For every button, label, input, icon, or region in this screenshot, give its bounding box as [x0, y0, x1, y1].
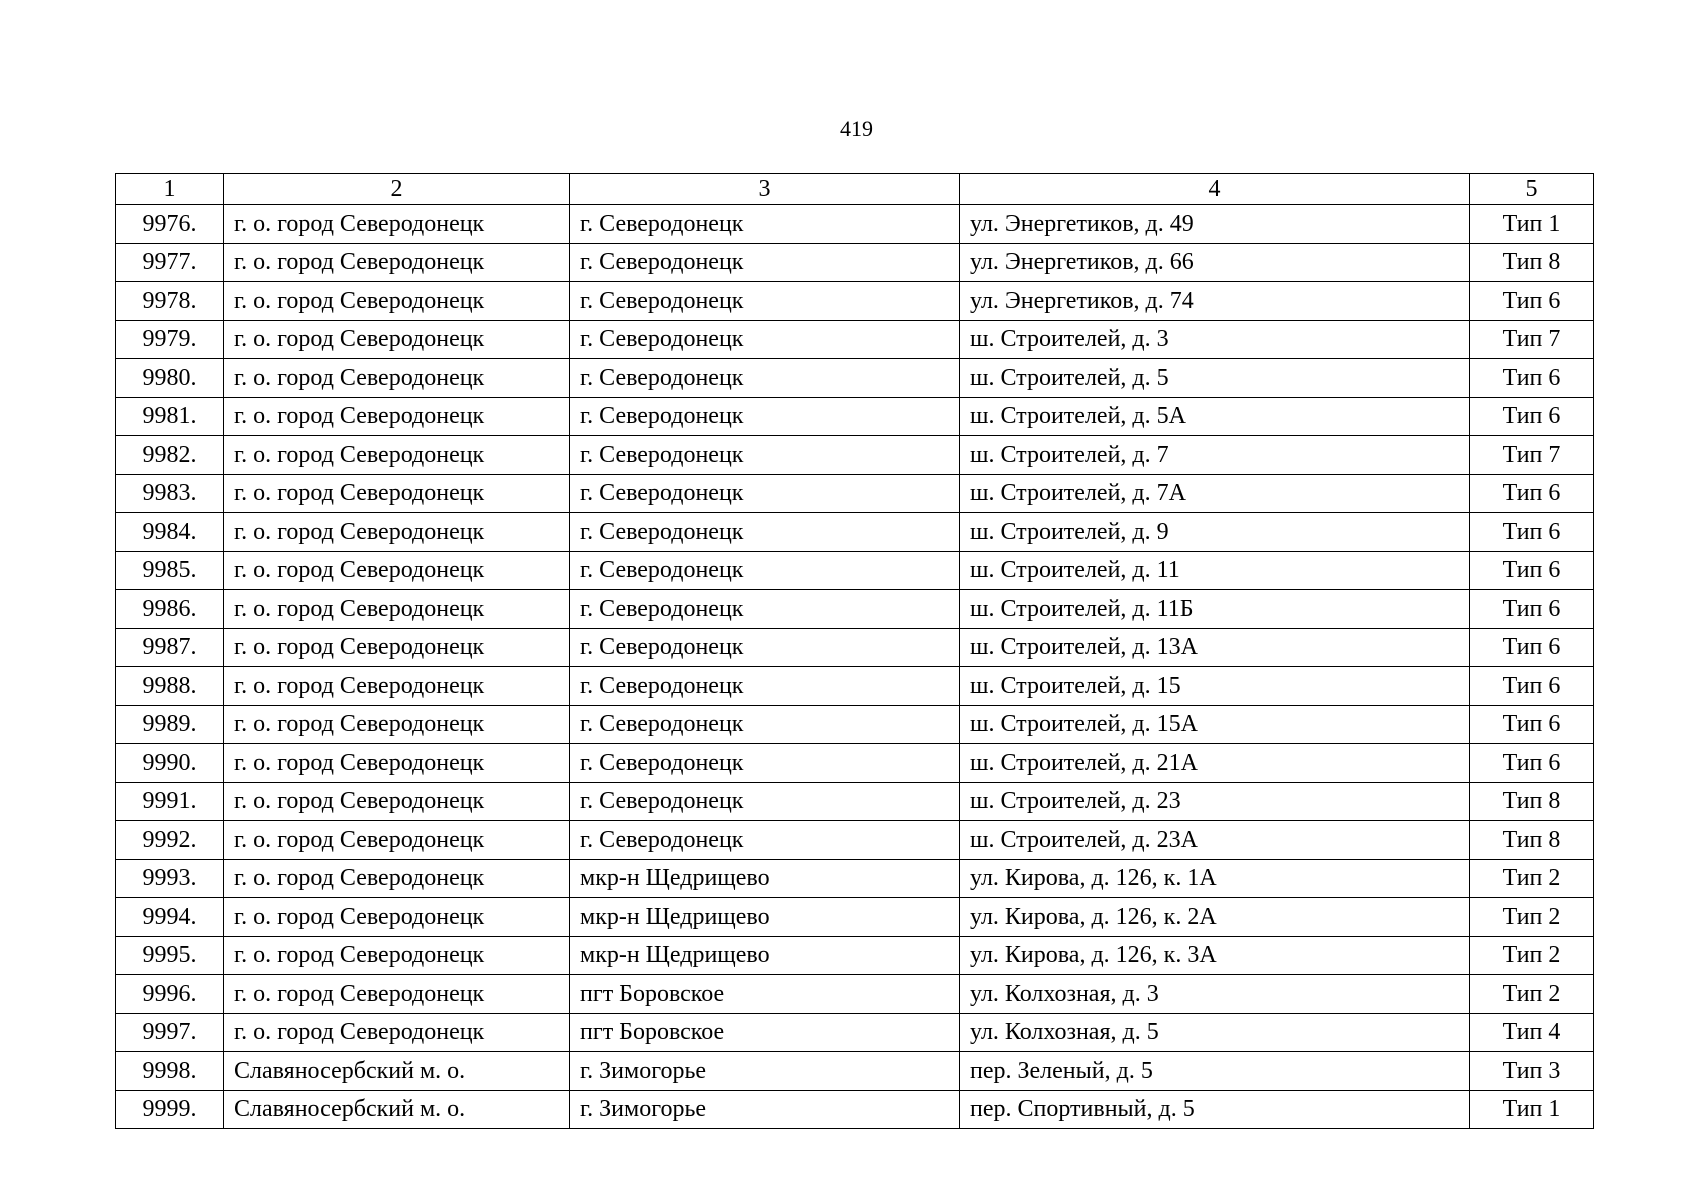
table-row [116, 320, 1594, 359]
table-row [116, 590, 1594, 629]
building-type-cell: Тип 8 [1470, 821, 1594, 860]
building-type-cell: Тип 6 [1470, 744, 1594, 783]
address-cell: пер. Спортивный, д. 5 [960, 1090, 1470, 1129]
locality-cell: г. Северодонецк [570, 705, 960, 744]
address-cell: ш. Строителей, д. 9 [960, 513, 1470, 552]
municipality-cell: г. о. город Северодонецк [224, 628, 570, 667]
row-number-cell: 9977. [116, 243, 224, 282]
table-row [116, 975, 1594, 1014]
building-type-cell: Тип 6 [1470, 551, 1594, 590]
row-number-cell: 9981. [116, 397, 224, 436]
municipality-cell: г. о. город Северодонецк [224, 397, 570, 436]
building-type-cell: Тип 2 [1470, 859, 1594, 898]
row-number-cell: 9986. [116, 590, 224, 629]
municipality-cell: г. о. город Северодонецк [224, 821, 570, 860]
header-cell-5: 5 [1470, 174, 1594, 205]
building-type-cell: Тип 6 [1470, 628, 1594, 667]
row-number-cell: 9983. [116, 474, 224, 513]
building-type-cell: Тип 1 [1470, 205, 1594, 244]
table-header [116, 174, 1594, 205]
address-cell: ш. Строителей, д. 23А [960, 821, 1470, 860]
table-row [116, 397, 1594, 436]
row-number-cell: 9997. [116, 1013, 224, 1052]
locality-cell: пгт Боровское [570, 975, 960, 1014]
municipality-cell: Славяносербский м. о. [224, 1090, 570, 1129]
table-row [116, 628, 1594, 667]
municipality-cell: г. о. город Северодонецк [224, 359, 570, 398]
row-number-cell: 9980. [116, 359, 224, 398]
building-type-cell: Тип 6 [1470, 474, 1594, 513]
address-cell: ул. Кирова, д. 126, к. 3А [960, 936, 1470, 975]
address-cell: ш. Строителей, д. 5 [960, 359, 1470, 398]
table-row [116, 1013, 1594, 1052]
address-cell: ул. Энергетиков, д. 66 [960, 243, 1470, 282]
table-row [116, 782, 1594, 821]
row-number-cell: 9992. [116, 821, 224, 860]
table-body [116, 205, 1594, 1129]
row-number-cell: 9976. [116, 205, 224, 244]
locality-cell: г. Северодонецк [570, 320, 960, 359]
row-number-cell: 9982. [116, 436, 224, 475]
locality-cell: г. Северодонецк [570, 590, 960, 629]
row-number-cell: 9985. [116, 551, 224, 590]
table-row [116, 898, 1594, 937]
header-cell-4: 4 [960, 174, 1470, 205]
row-number-cell: 9999. [116, 1090, 224, 1129]
municipality-cell: г. о. город Северодонецк [224, 282, 570, 321]
municipality-cell: г. о. город Северодонецк [224, 1013, 570, 1052]
table-row [116, 436, 1594, 475]
building-type-cell: Тип 3 [1470, 1052, 1594, 1091]
table-row [116, 1090, 1594, 1129]
municipality-cell: г. о. город Северодонецк [224, 320, 570, 359]
row-number-cell: 9995. [116, 936, 224, 975]
building-type-cell: Тип 7 [1470, 436, 1594, 475]
locality-cell: мкр-н Щедрищево [570, 936, 960, 975]
row-number-cell: 9979. [116, 320, 224, 359]
row-number-cell: 9993. [116, 859, 224, 898]
municipality-cell: г. о. город Северодонецк [224, 243, 570, 282]
locality-cell: г. Северодонецк [570, 397, 960, 436]
address-cell: ш. Строителей, д. 23 [960, 782, 1470, 821]
building-type-cell: Тип 7 [1470, 320, 1594, 359]
building-type-cell: Тип 6 [1470, 359, 1594, 398]
building-type-cell: Тип 2 [1470, 936, 1594, 975]
municipality-cell: г. о. город Северодонецк [224, 782, 570, 821]
row-number-cell: 9988. [116, 667, 224, 706]
locality-cell: г. Северодонецк [570, 782, 960, 821]
header-cell-2: 2 [224, 174, 570, 205]
locality-cell: г. Северодонецк [570, 513, 960, 552]
address-cell: ш. Строителей, д. 7А [960, 474, 1470, 513]
locality-cell: г. Северодонецк [570, 243, 960, 282]
municipality-cell: г. о. город Северодонецк [224, 898, 570, 937]
address-cell: ш. Строителей, д. 13А [960, 628, 1470, 667]
address-cell: ул. Энергетиков, д. 49 [960, 205, 1470, 244]
address-cell: ул. Колхозная, д. 5 [960, 1013, 1470, 1052]
row-number-cell: 9990. [116, 744, 224, 783]
locality-cell: г. Зимогорье [570, 1052, 960, 1091]
address-cell: ул. Колхозная, д. 3 [960, 975, 1470, 1014]
municipality-cell: г. о. город Северодонецк [224, 436, 570, 475]
building-type-cell: Тип 2 [1470, 975, 1594, 1014]
locality-cell: мкр-н Щедрищево [570, 898, 960, 937]
row-number-cell: 9994. [116, 898, 224, 937]
locality-cell: г. Северодонецк [570, 551, 960, 590]
municipality-cell: г. о. город Северодонецк [224, 859, 570, 898]
building-type-cell: Тип 6 [1470, 282, 1594, 321]
address-cell: ш. Строителей, д. 3 [960, 320, 1470, 359]
table-row [116, 1052, 1594, 1091]
building-type-cell: Тип 8 [1470, 782, 1594, 821]
municipality-cell: г. о. город Северодонецк [224, 667, 570, 706]
address-cell: ш. Строителей, д. 7 [960, 436, 1470, 475]
municipality-cell: г. о. город Северодонецк [224, 936, 570, 975]
building-type-cell: Тип 6 [1470, 667, 1594, 706]
table-row [116, 859, 1594, 898]
table-row [116, 705, 1594, 744]
row-number-cell: 9978. [116, 282, 224, 321]
header-cell-1: 1 [116, 174, 224, 205]
building-type-cell: Тип 1 [1470, 1090, 1594, 1129]
building-type-cell: Тип 2 [1470, 898, 1594, 937]
table-row [116, 282, 1594, 321]
locality-cell: г. Северодонецк [570, 744, 960, 783]
municipality-cell: г. о. город Северодонецк [224, 590, 570, 629]
row-number-cell: 9989. [116, 705, 224, 744]
table-row [116, 205, 1594, 244]
building-type-cell: Тип 6 [1470, 513, 1594, 552]
locality-cell: г. Северодонецк [570, 359, 960, 398]
table-row [116, 936, 1594, 975]
building-type-cell: Тип 6 [1470, 590, 1594, 629]
row-number-cell: 9984. [116, 513, 224, 552]
row-number-cell: 9996. [116, 975, 224, 1014]
register-table [115, 173, 1594, 1129]
building-type-cell: Тип 6 [1470, 705, 1594, 744]
locality-cell: г. Северодонецк [570, 667, 960, 706]
locality-cell: г. Северодонецк [570, 205, 960, 244]
row-number-cell: 9991. [116, 782, 224, 821]
municipality-cell: г. о. город Северодонецк [224, 551, 570, 590]
address-cell: ш. Строителей, д. 11 [960, 551, 1470, 590]
header-row [116, 174, 1594, 205]
building-type-cell: Тип 4 [1470, 1013, 1594, 1052]
locality-cell: г. Северодонецк [570, 821, 960, 860]
locality-cell: пгт Боровское [570, 1013, 960, 1052]
table-row [116, 474, 1594, 513]
municipality-cell: г. о. город Северодонецк [224, 205, 570, 244]
address-cell: ул. Кирова, д. 126, к. 2А [960, 898, 1470, 937]
address-cell: ш. Строителей, д. 5А [960, 397, 1470, 436]
header-cell-3: 3 [570, 174, 960, 205]
row-number-cell: 9998. [116, 1052, 224, 1091]
table-row [116, 821, 1594, 860]
address-cell: ш. Строителей, д. 15 [960, 667, 1470, 706]
building-type-cell: Тип 6 [1470, 397, 1594, 436]
address-cell: ул. Кирова, д. 126, к. 1А [960, 859, 1470, 898]
locality-cell: г. Зимогорье [570, 1090, 960, 1129]
address-cell: ш. Строителей, д. 11Б [960, 590, 1470, 629]
table-row [116, 243, 1594, 282]
building-type-cell: Тип 8 [1470, 243, 1594, 282]
table-row [116, 513, 1594, 552]
locality-cell: г. Северодонецк [570, 628, 960, 667]
municipality-cell: г. о. город Северодонецк [224, 975, 570, 1014]
table-row [116, 551, 1594, 590]
locality-cell: г. Северодонецк [570, 282, 960, 321]
locality-cell: г. Северодонецк [570, 436, 960, 475]
locality-cell: мкр-н Щедрищево [570, 859, 960, 898]
page-number: 419 [840, 116, 873, 141]
locality-cell: г. Северодонецк [570, 474, 960, 513]
address-cell: ул. Энергетиков, д. 74 [960, 282, 1470, 321]
address-cell: ш. Строителей, д. 21А [960, 744, 1470, 783]
municipality-cell: г. о. город Северодонецк [224, 744, 570, 783]
municipality-cell: г. о. город Северодонецк [224, 705, 570, 744]
municipality-cell: Славяносербский м. о. [224, 1052, 570, 1091]
table-row [116, 667, 1594, 706]
municipality-cell: г. о. город Северодонецк [224, 513, 570, 552]
row-number-cell: 9987. [116, 628, 224, 667]
address-cell: ш. Строителей, д. 15А [960, 705, 1470, 744]
municipality-cell: г. о. город Северодонецк [224, 474, 570, 513]
table-row [116, 359, 1594, 398]
table-row [116, 744, 1594, 783]
address-cell: пер. Зеленый, д. 5 [960, 1052, 1470, 1091]
